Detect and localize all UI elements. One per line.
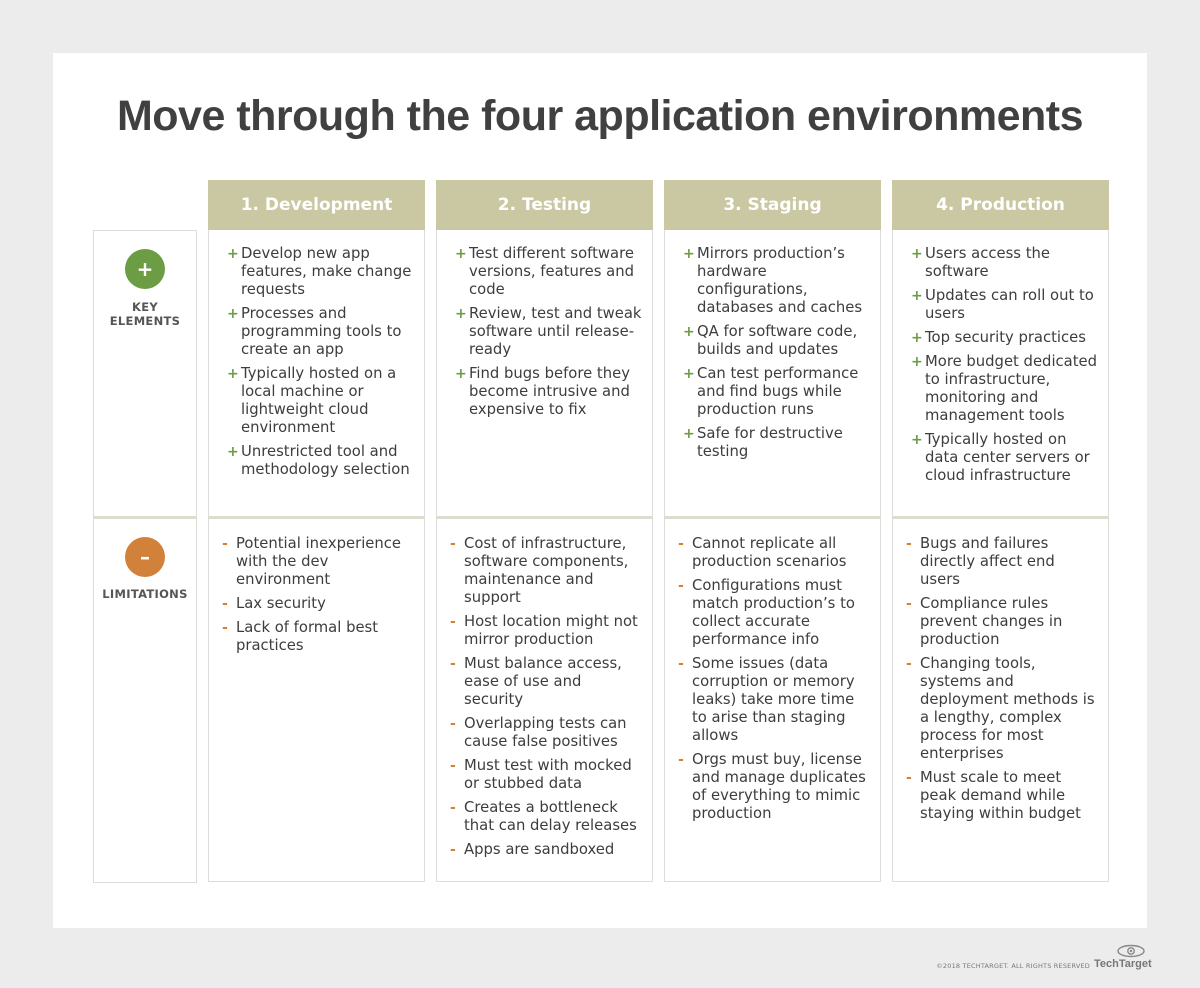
staging-key-elements bbox=[683, 245, 873, 467]
list-item-text: Find bugs before they become intrusive and expensive to fix bbox=[469, 365, 630, 418]
list-item-text: Configurations must match production’s to collect accurate performance info bbox=[692, 577, 855, 648]
development-limitations bbox=[222, 535, 412, 661]
testing-key-elements bbox=[455, 245, 645, 425]
list-item-text: Users access the software bbox=[925, 245, 1050, 280]
minus-bullet-icon: - bbox=[906, 656, 912, 672]
page-title: Move through the four application environments bbox=[116, 92, 1084, 140]
minus-bullet-icon: - bbox=[906, 770, 912, 786]
list-item bbox=[911, 329, 1101, 347]
production-key-elements bbox=[911, 245, 1101, 491]
list-item-text: Cannot replicate all production scenarios bbox=[692, 535, 847, 570]
list-item bbox=[678, 535, 868, 571]
list-item bbox=[911, 431, 1101, 485]
plus-bullet-icon: + bbox=[455, 366, 467, 382]
minus-bullet-icon: - bbox=[678, 536, 684, 552]
column-divider bbox=[664, 516, 881, 519]
brand-name: TechTarget bbox=[1094, 958, 1152, 970]
minus-bullet-icon: - bbox=[906, 536, 912, 552]
minus-bullet-icon: - bbox=[678, 656, 684, 672]
minus-bullet-icon: - bbox=[222, 536, 228, 552]
staging-limitations bbox=[678, 535, 868, 829]
production-limitations bbox=[906, 535, 1096, 829]
plus-bullet-icon: + bbox=[227, 246, 239, 262]
list-item-text: Some issues (data corruption or memory leaks) take more time to arise than staging allows bbox=[692, 655, 855, 744]
plus-bullet-icon: + bbox=[227, 444, 239, 460]
header-testing: 2. Testing bbox=[436, 180, 653, 230]
minus-bullet-icon: - bbox=[450, 656, 456, 672]
list-item bbox=[683, 425, 873, 461]
list-item bbox=[222, 595, 412, 613]
list-item-text: Typically hosted on a local machine or lightweight cloud environment bbox=[241, 365, 397, 436]
eye-logo-icon bbox=[1116, 944, 1146, 958]
list-item-text: Can test performance and find bugs while production runs bbox=[697, 365, 859, 418]
list-item-text: Host location might not mirror production bbox=[464, 613, 638, 648]
minus-bullet-icon: - bbox=[450, 842, 456, 858]
list-item bbox=[227, 305, 417, 359]
list-item bbox=[227, 245, 417, 299]
list-item-text: Must test with mocked or stubbed data bbox=[464, 757, 632, 792]
list-item bbox=[678, 751, 868, 823]
plus-bullet-icon: + bbox=[683, 426, 695, 442]
row-label-divider bbox=[93, 516, 197, 519]
plus-bullet-icon: + bbox=[683, 246, 695, 262]
list-item bbox=[450, 535, 640, 607]
minus-bullet-icon: - bbox=[906, 596, 912, 612]
list-item bbox=[450, 613, 640, 649]
list-item-text: Safe for destructive testing bbox=[697, 425, 843, 460]
list-item bbox=[911, 245, 1101, 281]
testing-limitations bbox=[450, 535, 640, 865]
plus-bullet-icon: + bbox=[455, 306, 467, 322]
list-item bbox=[683, 323, 873, 359]
minus-bullet-icon: - bbox=[450, 800, 456, 816]
list-item-text: Must scale to meet peak demand while staying within budget bbox=[920, 769, 1081, 822]
list-item-text: Top security practices bbox=[925, 329, 1086, 346]
list-item bbox=[683, 245, 873, 317]
list-item-text: Lack of formal best practices bbox=[236, 619, 379, 654]
list-item bbox=[906, 769, 1096, 823]
column-divider bbox=[208, 516, 425, 519]
list-item-text: More budget dedicated to infrastructure, monitoring and management tools bbox=[925, 353, 1098, 424]
plus-bullet-icon: + bbox=[683, 366, 695, 382]
minus-bullet-icon: - bbox=[222, 620, 228, 636]
plus-bullet-icon: + bbox=[911, 288, 923, 304]
plus-bullet-icon: + bbox=[911, 330, 923, 346]
list-item-text: Typically hosted on data center servers or cloud infrastructure bbox=[925, 431, 1090, 484]
list-item-text: Cost of infrastructure, software components, maintenance and support bbox=[464, 535, 629, 606]
limitations-label: LIMITATIONS bbox=[102, 587, 188, 601]
minus-icon: – bbox=[125, 537, 165, 577]
header-development: 1. Development bbox=[208, 180, 425, 230]
plus-bullet-icon: + bbox=[911, 354, 923, 370]
list-item-text: Lax security bbox=[236, 595, 326, 612]
list-item-text: Potential inexperience with the dev environment bbox=[236, 535, 402, 588]
list-item bbox=[906, 595, 1096, 649]
list-item bbox=[450, 655, 640, 709]
development-key-elements bbox=[227, 245, 417, 485]
list-item bbox=[450, 715, 640, 751]
list-item bbox=[227, 443, 417, 479]
list-item-text: Creates a bottleneck that can delay releases bbox=[464, 799, 637, 834]
list-item-text: Unrestricted tool and methodology selection bbox=[241, 443, 410, 478]
list-item-text: Compliance rules prevent changes in production bbox=[920, 595, 1063, 648]
list-item-text: Apps are sandboxed bbox=[464, 841, 615, 858]
minus-bullet-icon: - bbox=[450, 716, 456, 732]
column-divider bbox=[892, 516, 1109, 519]
list-item bbox=[222, 535, 412, 589]
list-item bbox=[455, 245, 645, 299]
list-item-text: Orgs must buy, license and manage duplicates of everything to mimic production bbox=[692, 751, 866, 822]
list-item bbox=[906, 535, 1096, 589]
list-item bbox=[450, 841, 640, 859]
list-item-text: Bugs and failures directly affect end users bbox=[920, 535, 1055, 588]
plus-bullet-icon: + bbox=[227, 366, 239, 382]
list-item bbox=[906, 655, 1096, 763]
minus-bullet-icon: - bbox=[450, 536, 456, 552]
list-item bbox=[455, 365, 645, 419]
list-item-text: Must balance access, ease of use and security bbox=[464, 655, 622, 708]
plus-bullet-icon: + bbox=[911, 432, 923, 448]
list-item-text: Review, test and tweak software until release-ready bbox=[469, 305, 642, 358]
minus-bullet-icon: - bbox=[678, 578, 684, 594]
plus-icon: + bbox=[125, 249, 165, 289]
minus-bullet-icon: - bbox=[450, 758, 456, 774]
brand-logo bbox=[1094, 944, 1150, 974]
list-item bbox=[911, 353, 1101, 425]
list-item-text: Processes and programming tools to create an app bbox=[241, 305, 402, 358]
list-item-text: Updates can roll out to users bbox=[925, 287, 1094, 322]
header-staging: 3. Staging bbox=[664, 180, 881, 230]
plus-bullet-icon: + bbox=[227, 306, 239, 322]
minus-bullet-icon: - bbox=[450, 614, 456, 630]
plus-bullet-icon: + bbox=[455, 246, 467, 262]
list-item-text: Develop new app features, make change requests bbox=[241, 245, 412, 298]
list-item bbox=[678, 577, 868, 649]
list-item bbox=[227, 365, 417, 437]
list-item bbox=[678, 655, 868, 745]
plus-bullet-icon: + bbox=[683, 324, 695, 340]
list-item bbox=[222, 619, 412, 655]
minus-bullet-icon: - bbox=[222, 596, 228, 612]
list-item-text: Changing tools, systems and deployment methods is a lengthy, complex process for most enterprises bbox=[920, 655, 1095, 762]
header-production: 4. Production bbox=[892, 180, 1109, 230]
copyright-text: ©2018 TECHTARGET. ALL RIGHTS RESERVED bbox=[936, 962, 1090, 970]
list-item bbox=[911, 287, 1101, 323]
key-elements-label: KEY ELEMENTS bbox=[109, 300, 181, 328]
list-item bbox=[683, 365, 873, 419]
list-item bbox=[450, 757, 640, 793]
column-divider bbox=[436, 516, 653, 519]
plus-bullet-icon: + bbox=[911, 246, 923, 262]
list-item-text: Mirrors production’s hardware configurations, databases and caches bbox=[697, 245, 863, 316]
list-item-text: QA for software code, builds and updates bbox=[697, 323, 858, 358]
list-item bbox=[450, 799, 640, 835]
list-item-text: Test different software versions, features and code bbox=[469, 245, 634, 298]
minus-bullet-icon: - bbox=[678, 752, 684, 768]
list-item-text: Overlapping tests can cause false positives bbox=[464, 715, 627, 750]
list-item bbox=[455, 305, 645, 359]
